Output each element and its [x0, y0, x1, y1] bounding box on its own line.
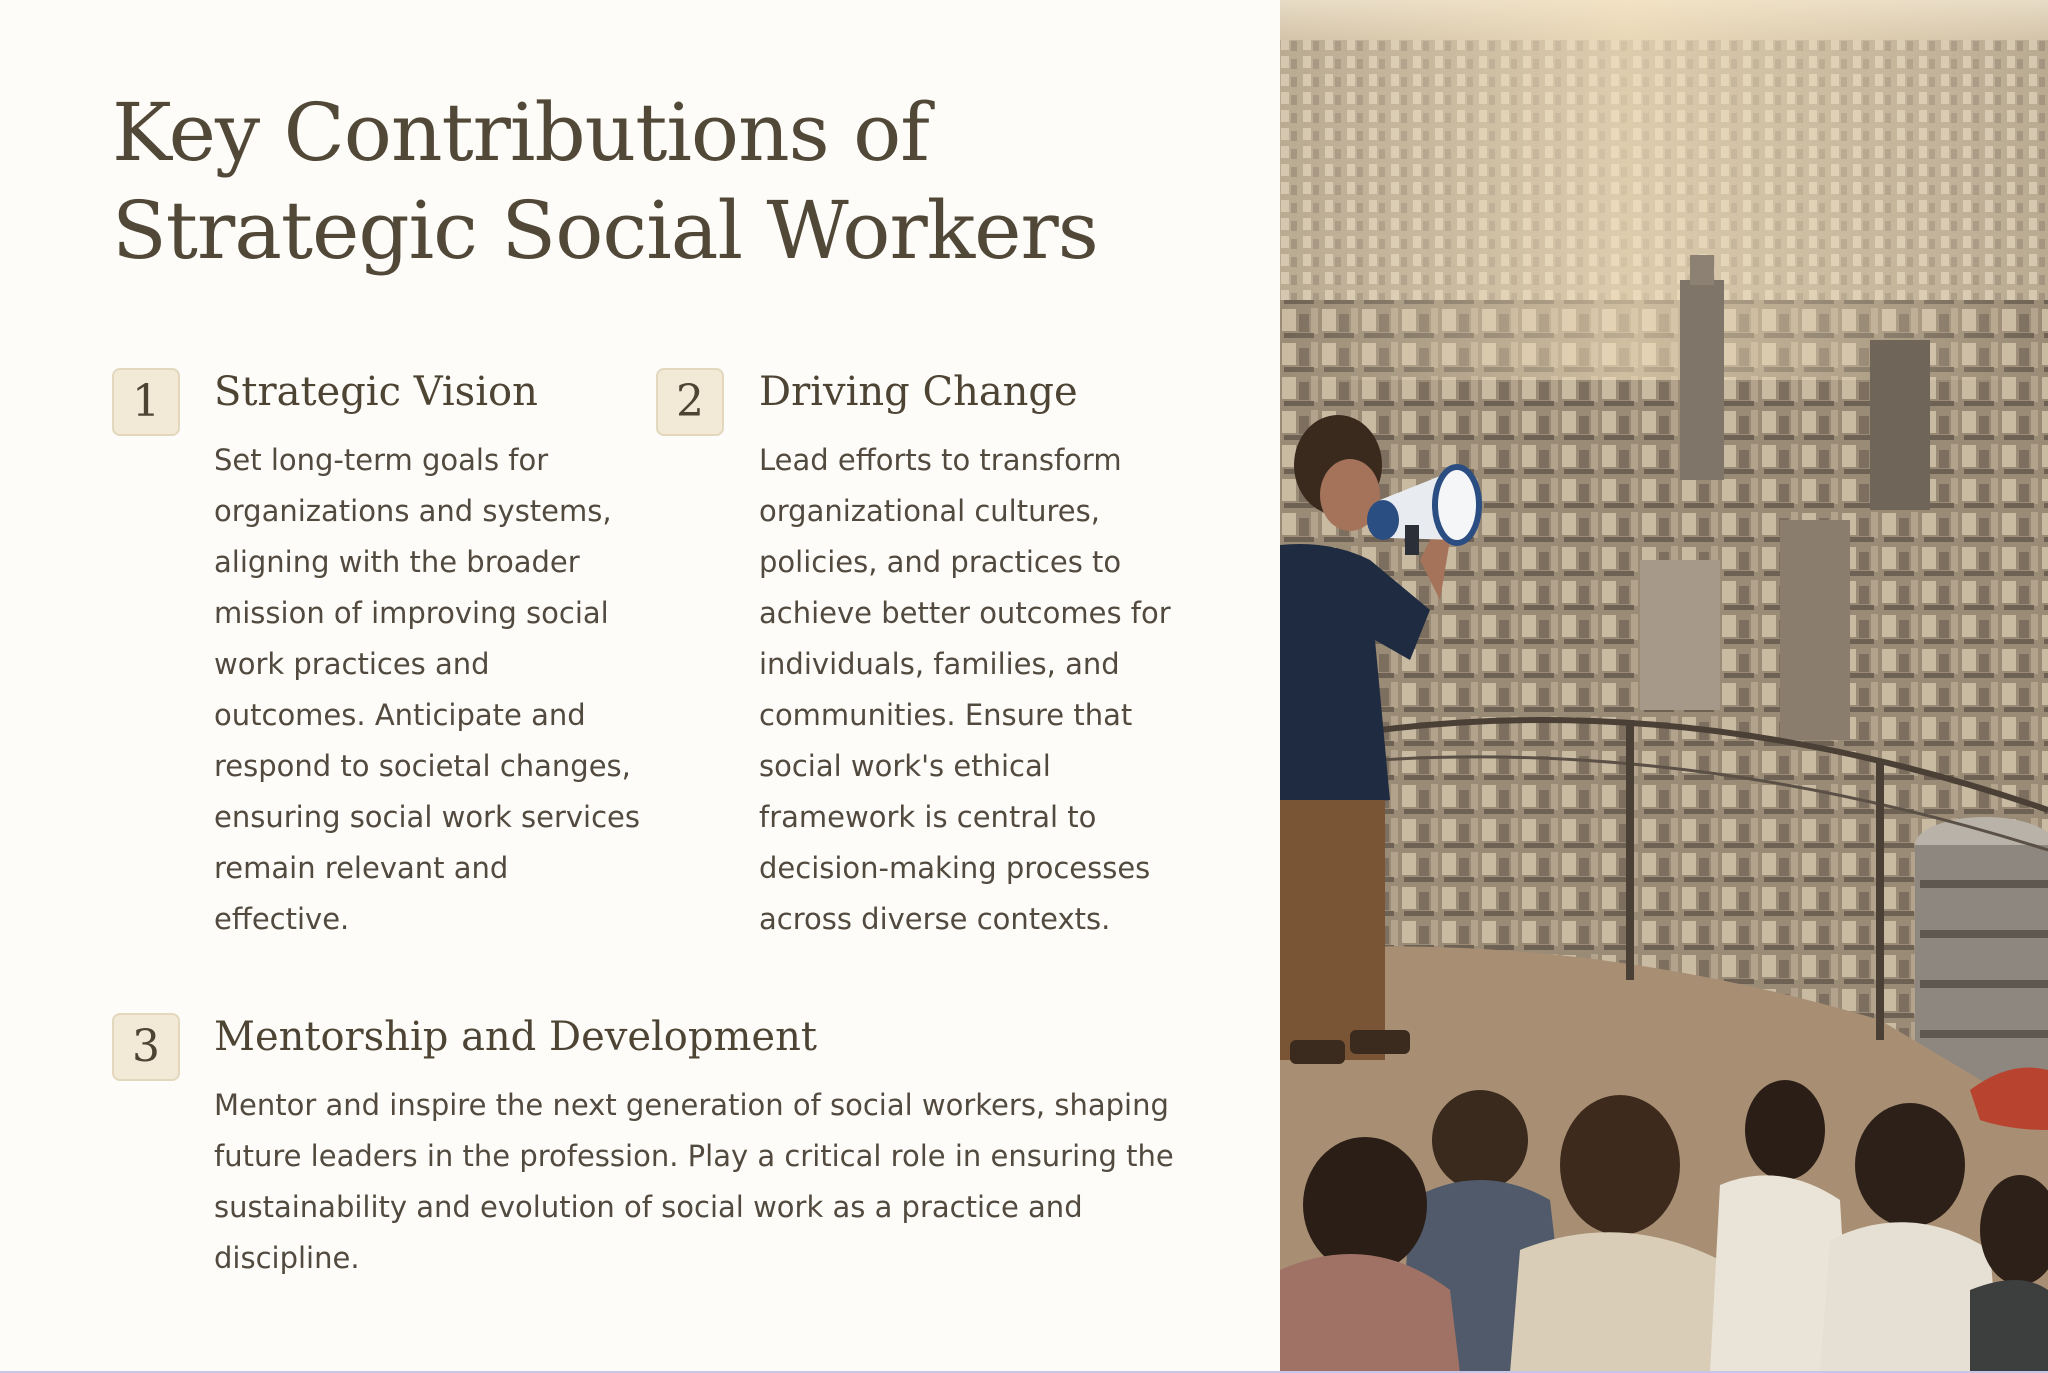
item-heading: Driving Change — [759, 369, 1078, 415]
item-description: Mentor and inspire the next generation of social workers, shaping future leaders in the profession. Play a critical role in ensuring the sustainability and evolution of social work as a practice and discipline. — [214, 1088, 1174, 1275]
city-megaphone-photo — [1280, 0, 2048, 1373]
item-heading: Strategic Vision — [214, 369, 538, 415]
number-badge: 3 — [112, 1013, 180, 1081]
title-line-2: Strategic Social Workers — [112, 184, 1098, 277]
title-line-1: Key Contributions of — [112, 86, 929, 179]
item-heading: Mentorship and Development — [214, 1014, 817, 1060]
slide-title — [112, 84, 1212, 280]
item-description: Set long-term goals for organizations and systems, aligning with the broader mission of improving social work practices and outcomes. Anticipate and respond to societal changes, ensuring social work services remain relevant and effective. — [214, 443, 640, 936]
photo-illustration — [1280, 0, 2048, 1373]
number-badge: 2 — [656, 368, 724, 436]
item-description: Lead efforts to transform organizational cultures, policies, and practices to achieve better outcomes for individuals, families, and communities. Ensure that social work's ethical framework is central to decision-making processes across diverse contexts. — [759, 443, 1171, 936]
number-badge: 1 — [112, 368, 180, 436]
